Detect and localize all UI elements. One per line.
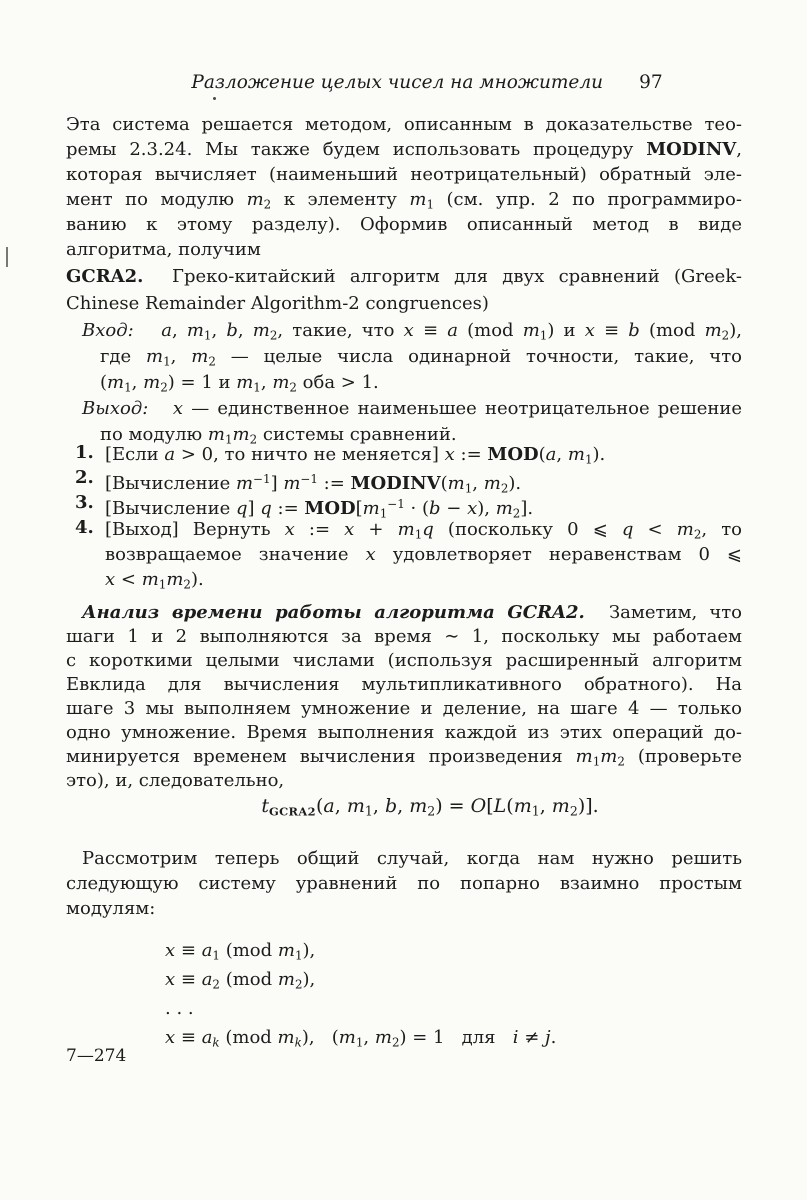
- text-line: $x < m_1m_2$).: [105, 569, 204, 592]
- text-line: ремы 2.3.24. Мы также будем использовать процедуру MODINV,: [66, 139, 742, 160]
- text-line: Евклида для вычисления мультипликативного обратного). На: [66, 674, 742, 695]
- text-line: минируется временем вычисления произведения $m_1m_2$ (проверьте: [66, 746, 742, 769]
- text-line: где $m_1$, $m_2$ — целые числа одинарной точности, такие, что: [100, 346, 742, 369]
- equation-line: $x \equiv a_1$ (mod $m_1$),: [165, 940, 316, 963]
- text-line: Эта система решается методом, описанным в доказательстве тео-: [66, 114, 742, 135]
- running-header-title: Разложение целых чисел на множители: [191, 72, 604, 93]
- algorithm-step-2: [66, 467, 742, 496]
- time-complexity-formula: [66, 791, 742, 821]
- text-line: ($m_1$, $m_2) = 1$ и $m_1$, $m_2$ оба > 1.: [100, 372, 379, 395]
- text-line: возвращаемое значение x удовлетворяет неравенствам 0 ⩽: [105, 544, 742, 565]
- equation-line: $x \equiv a_2$ (mod $m_2$),: [165, 969, 316, 992]
- step-number: 1.: [75, 442, 94, 463]
- text-line: шаги 1 и 2 выполняются за время ∼ 1, поскольку мы работаем: [66, 626, 742, 647]
- formula-line: tGCRA2(a, $m_1$, b, $m_2) = O[L(m_1$, $m_2$)].: [261, 795, 599, 819]
- algorithm-step-3: [66, 492, 742, 521]
- congruence-system: [66, 936, 742, 1052]
- step-number: 2.: [75, 467, 94, 488]
- text-line: Анализ времени работы алгоритма GCRA2. Заметим, что: [82, 602, 743, 623]
- text-line: шаге 3 мы выполняем умножение и деление, на шаге 4 — только: [66, 698, 742, 719]
- scan-edge-mark: [6, 247, 8, 267]
- text-line: ванию к этому разделу). Оформив описанный метод в виде: [66, 214, 742, 235]
- scan-speck: [213, 97, 216, 100]
- paragraph-intro: [66, 112, 742, 262]
- text-line: GCRA2. Греко-китайский алгоритм для двух сравнений (Greek-: [66, 266, 742, 287]
- equation-ellipsis: . . .: [165, 998, 194, 1019]
- text-line: алгоритма, получим: [66, 239, 261, 260]
- step-number: 3.: [75, 492, 94, 513]
- page-number: 97: [639, 72, 663, 93]
- equation-line: x ≡ ak (mod mk), ($m_1$, $m_2) = 1$ для i ≠ j.: [165, 1027, 557, 1050]
- text-line: это), и, следовательно,: [66, 770, 285, 791]
- algorithm-output-spec: [66, 396, 742, 448]
- text-line: Рассмотрим теперь общий случай, когда нам нужно решить: [82, 848, 742, 869]
- text-line: мент по модулю $m_2$ к элементу $m_1$ (см. упр. 2 по программиро-: [66, 189, 742, 212]
- text-line: следующую систему уравнений по попарно взаимно простым: [66, 873, 742, 894]
- text-line: Вход: a, $m_1$, b, $m_2$, такие, что x ≡ a (mod $m_1$) и x ≡ b (mod $m_2$),: [82, 320, 742, 343]
- text-line: по модулю $m_1m_2$ системы сравнений.: [100, 424, 457, 447]
- text-line: Chinese Remainder Algorithm-2 congruences): [66, 293, 489, 314]
- text-line: [Вычисление $m^{-1}$] $m^{-1}$ := $MODINV(m_1$, $m_2$).: [105, 472, 522, 496]
- text-line: одно умножение. Время выполнения каждой из этих операций до-: [66, 722, 742, 743]
- algorithm-step-1: [66, 442, 742, 467]
- paragraph-general-case: [66, 846, 742, 921]
- text-line: Выход: x — единственное наименьшее неотрицательное решение: [82, 398, 742, 419]
- algorithm-heading-gcra2: [66, 263, 742, 317]
- step-number: 4.: [75, 517, 94, 538]
- text-line: [Если a > 0, то ничто не меняется] x := MOD(a, $m_1$).: [105, 444, 606, 467]
- algorithm-input-spec: [66, 318, 742, 396]
- algorithm-steps: [66, 442, 742, 592]
- signature-mark: 7—274: [66, 1046, 127, 1066]
- running-header: [66, 72, 742, 93]
- text-line: [Выход] Вернуть x := $x + m_1q$ (поскольку 0 ⩽ $q < m_2$, то: [105, 519, 743, 542]
- text-line: [Вычисление q] q := $MOD[m_1^{-1} \cdot (b - x)$, $m_2$].: [105, 497, 534, 521]
- text-line: с короткими целыми числами (используя расширенный алгоритм: [66, 650, 742, 671]
- text-line: которая вычисляет (наименьший неотрицательный) обратный эле-: [66, 164, 742, 185]
- paragraph-time-analysis: [66, 601, 742, 793]
- text-line: модулям:: [66, 898, 156, 919]
- algorithm-step-4: [66, 517, 742, 592]
